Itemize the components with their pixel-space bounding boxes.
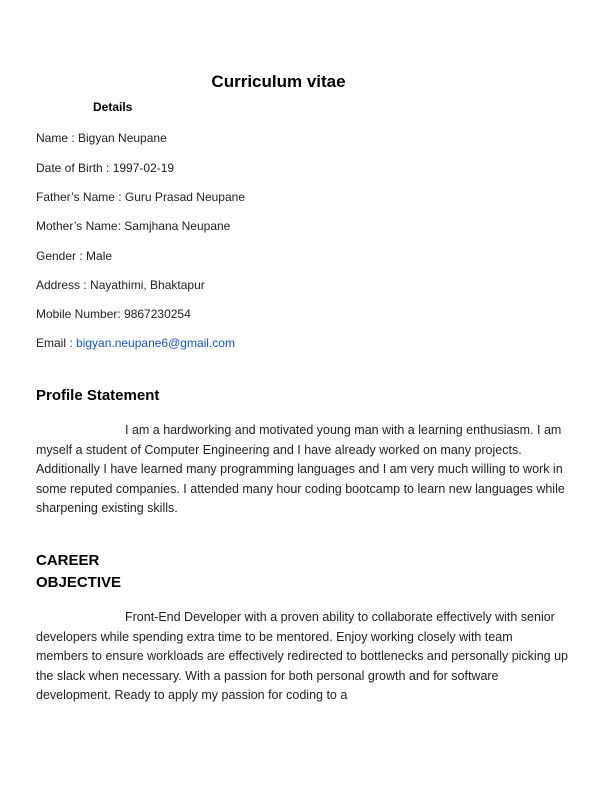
profile-statement-text: I am a hardworking and motivated young man with a learning enthusiasm. I am myself a student of Computer Engineering and I have already worked on many projects. Additionally I have learned many programming languages and I am very much willing to work in some reputed companies. I attended many hour coding bootcamp to learn new languages while sharpening existing skills. <box>36 423 565 516</box>
gender-label: Gender : <box>36 249 87 263</box>
dob-label: Date of Birth : <box>36 161 113 175</box>
email-line <box>36 336 235 350</box>
career-objective-heading: CAREER OBJECTIVE <box>36 552 122 591</box>
dob-value: 1997-02-19 <box>112 161 175 175</box>
address-label: Address : <box>36 278 91 292</box>
mobile-label: Mobile Number: <box>36 307 125 321</box>
gender-value: Male <box>86 249 113 263</box>
document-title: Curriculum vitae <box>211 72 346 91</box>
mobile-line <box>36 307 191 321</box>
father-name-line <box>36 190 245 204</box>
email-label: Email : <box>36 336 77 350</box>
profile-statement-heading: Profile Statement <box>36 387 160 404</box>
dob-line <box>36 161 174 175</box>
name-label: Name : <box>36 131 79 145</box>
career-objective-text: Front-End Developer with a proven ability to collaborate effectively with senior developers while spending extra time to be mentored. Enjoy working closely with team members to ensure workloads are effectively redirected to bottlenecks and personally picking up the slack when necessary. With a passion for both personal growth and for software development. Ready to apply my passion for coding to a <box>36 610 568 703</box>
address-value: Nayathimi, Bhaktapur <box>90 278 205 292</box>
details-heading: Details <box>93 100 133 114</box>
father-name-label: Father’s Name : <box>36 190 125 204</box>
name-value: Bigyan Neupane <box>78 131 167 145</box>
mobile-value: 9867230254 <box>124 307 191 321</box>
mother-name-label: Mother’s Name: <box>36 219 125 233</box>
email-link[interactable]: bigyan.neupane6@gmail.com <box>76 336 235 350</box>
father-name-value: Guru Prasad Neupane <box>124 190 245 204</box>
address-line <box>36 278 205 292</box>
name-line <box>36 131 167 145</box>
mother-name-line <box>36 219 230 233</box>
gender-line <box>36 249 112 263</box>
mother-name-value: Samjhana Neupane <box>124 219 231 233</box>
